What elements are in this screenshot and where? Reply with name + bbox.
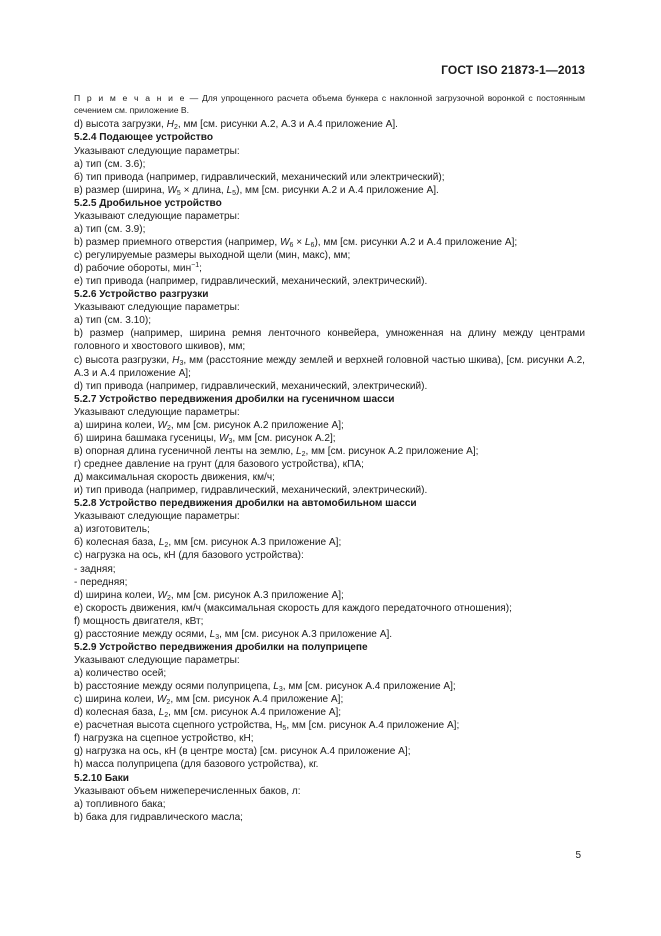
list-item: b) бака для гидравлического масла;	[74, 811, 243, 823]
list-item: е) расчетная высота сцепного устройства, $H_5$, мм [см. рисунок А.4 приложение А];	[74, 720, 460, 733]
list-item: и) тип привода (например, гидравлический, механический, электрический).	[74, 485, 428, 497]
list-item: f) нагрузка на сцепное устройство, кН;	[74, 733, 254, 745]
list-item: d) ширина колеи, $W_2$, мм [см. рисунок А.3 приложение А];	[74, 589, 344, 602]
list-item: d) рабочие обороты, мин$^{-1}$;	[74, 262, 202, 275]
list-item: б) тип привода (например, гидравлический, механический или электрический);	[74, 171, 445, 183]
list-item: с) регулируемые размеры выходной щели (мин, макс), мм;	[74, 250, 351, 262]
list-item: b) размер (например, ширина ремня ленточного конвейера, умноженная на длину между центрами головного и хвостового шкивов), мм;	[74, 328, 585, 353]
list-item: b) размер приемного отверстия (например, $W_6 \times L_6$), мм [см. рисунки А.2 и А.4 приложение А];	[74, 236, 518, 249]
section-heading: 5.2.6 Устройство разгрузки	[74, 289, 209, 301]
list-item: а) тип (см. 3.9);	[74, 223, 146, 235]
paragraph: Указывают следующие параметры:	[74, 145, 240, 157]
list-item: в) опорная длина гусеничной ленты на землю, $L_2$, мм [см. рисунок А.2 приложение А];	[74, 445, 479, 458]
list-item: г) среднее давление на грунт (для базового устройства), кПА;	[74, 459, 364, 471]
list-item: б) колесная база, $L_2$, мм [см. рисунок А.3 приложение А];	[74, 537, 342, 550]
list-item: d) тип привода (например, гидравлический, механический, электрический).	[74, 380, 428, 392]
paragraph: Указывают следующие параметры:	[74, 210, 240, 222]
list-item: с) ширина колеи, $W_2$, мм [см. рисунок А.4 приложение А];	[74, 694, 344, 707]
document-header: ГОСТ ISO 21873-1—2013	[441, 63, 585, 77]
list-item: б) ширина башмака гусеницы, $W_3$, мм [см. рисунок А.2];	[74, 432, 336, 445]
list-item: - передняя;	[74, 576, 128, 588]
list-item: - задняя;	[74, 563, 116, 575]
section-heading: 5.2.5 Дробильное устройство	[74, 197, 222, 209]
list-item: f) мощность двигателя, кВт;	[74, 615, 204, 627]
list-item: с) нагрузка на ось, кН (для базового устройства):	[74, 550, 304, 562]
paragraph: Указывают следующие параметры:	[74, 406, 240, 418]
list-item: h) масса полуприцепа (для базового устройства), кг.	[74, 759, 319, 771]
list-item: d) высота загрузки, $H_2$, мм [см. рисунки А.2, А.3 и А.4 приложение А].	[74, 119, 398, 132]
section-heading: 5.2.8 Устройство передвижения дробилки на автомобильном шасси	[74, 498, 417, 510]
section-heading: 5.2.10 Баки	[74, 772, 129, 784]
document-body	[74, 93, 585, 824]
note	[74, 93, 585, 116]
list-item: в) размер (ширина, $W_5$ × длина, $L_5$), мм [см. рисунки А.2 и А.4 приложение А].	[74, 184, 439, 197]
list-item: а) ширина колеи, $W_2$, мм [см. рисунок А.2 приложение А];	[74, 419, 344, 432]
list-item: е) скорость движения, км/ч (максимальная скорость для каждого передаточного отношения);	[74, 602, 512, 614]
list-item: g) расстояние между осями, $L_3$, мм [см. рисунок А.3 приложение А].	[74, 628, 393, 641]
list-item: а) тип (см. 3.10);	[74, 315, 152, 327]
list-item: д) максимальная скорость движения, км/ч;	[74, 472, 275, 484]
page-number: 5	[575, 850, 581, 861]
section-heading: 5.2.9 Устройство передвижения дробилки на полуприцепе	[74, 641, 368, 653]
list-item: с) высота разгрузки, $H_3$, мм (расстояние между землей и верхней головной частью шкива), [см. рисунки А.2, А.3 и А.4 приложение А];	[74, 354, 585, 379]
section-heading: 5.2.4 Подающее устройство	[74, 132, 213, 144]
section-heading: 5.2.7 Устройство передвижения дробилки на гусеничном шасси	[74, 393, 395, 405]
list-item: а) изготовитель;	[74, 524, 150, 536]
paragraph: Указывают следующие параметры:	[74, 654, 240, 666]
list-item: а) топливного бака;	[74, 798, 166, 810]
paragraph: Указывают объем нижеперечисленных баков, л:	[74, 785, 301, 797]
list-item: g) нагрузка на ось, кН (в центре моста) [см. рисунок А.4 приложение А];	[74, 746, 411, 758]
paragraph: Указывают следующие параметры:	[74, 511, 240, 523]
list-item: е) тип привода (например, гидравлический, механический, электрический).	[74, 276, 428, 288]
list-item: а) тип (см. 3.6);	[74, 158, 146, 170]
note-label: П р и м е ч а н и е	[74, 93, 186, 103]
paragraph: Указывают следующие параметры:	[74, 302, 240, 314]
list-item: d) колесная база, $L_2$, мм [см. рисунок А.4 приложение А];	[74, 707, 342, 720]
note-text: — Для упрощенного расчета объема бункера с наклонной загрузочной воронкой с постоянным сечением см. приложение В.	[74, 93, 585, 115]
list-item: а) количество осей;	[74, 668, 167, 680]
list-item: b) расстояние между осями полуприцепа, $L_3$, мм [см. рисунок А.4 приложение А];	[74, 681, 456, 694]
